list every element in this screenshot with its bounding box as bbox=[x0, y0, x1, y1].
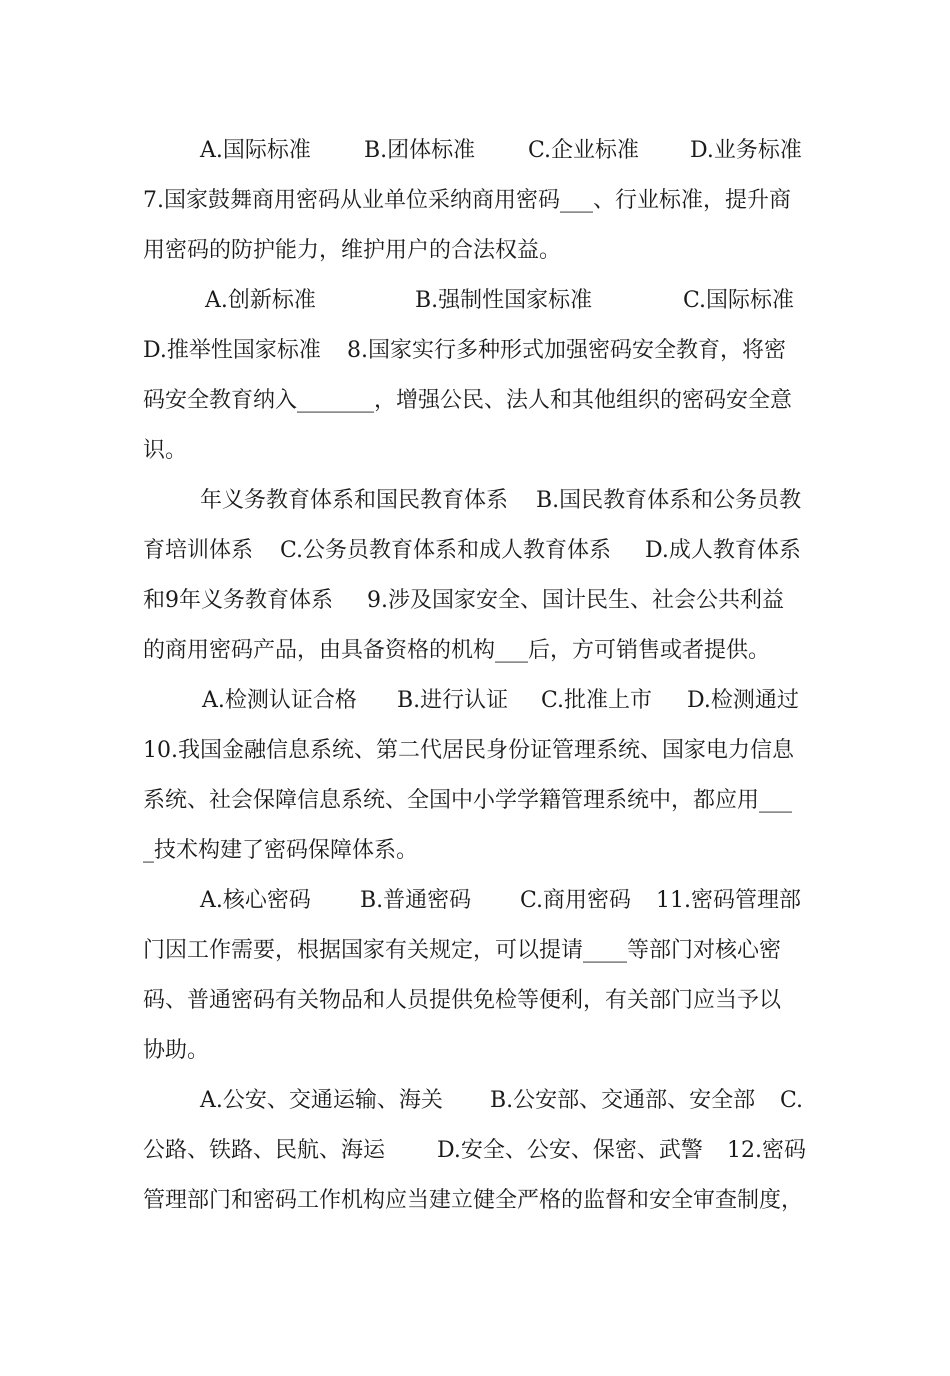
option-c: C.企业标准 bbox=[528, 138, 640, 163]
option-b: B.公安部、交通部、安全部 bbox=[490, 1088, 756, 1113]
question-text: 门因工作需要，根据国家有关规定，可以提请____等部门对核心密 bbox=[143, 938, 782, 963]
option-b: B.进行认证 bbox=[397, 688, 509, 713]
option-d: D.推举性国家标准 bbox=[143, 338, 321, 363]
question-text: 8.国家实行多种形式加强密码安全教育，将密 bbox=[347, 338, 786, 363]
question-text: 11.密码管理部 bbox=[656, 888, 801, 913]
option-c: C.商用密码 bbox=[520, 888, 632, 913]
option-d: D.业务标准 bbox=[690, 138, 802, 163]
question-text: 10.我国金融信息系统、第二代居民身份证管理系统、国家电力信息 bbox=[143, 738, 794, 763]
option-d: D.安全、公安、保密、武警 bbox=[437, 1138, 703, 1163]
question-text: _技术构建了密码保障体系。 bbox=[143, 838, 419, 863]
option-text: 和9年义务教育体系 bbox=[143, 588, 333, 613]
question-text: 用密码的防护能力，维护用户的合法权益。 bbox=[143, 238, 562, 263]
option-b: B.团体标准 bbox=[364, 138, 476, 163]
text-line bbox=[0, 576, 950, 626]
option-a: A.公安、交通运输、海关 bbox=[200, 1088, 443, 1113]
question-text: 12.密码 bbox=[727, 1138, 806, 1163]
text-line bbox=[0, 676, 950, 726]
option-a: A.核心密码 bbox=[200, 888, 311, 913]
option-b: B.普通密码 bbox=[360, 888, 472, 913]
text-line bbox=[0, 926, 950, 976]
question-text: 9.涉及国家安全、国计民生、社会公共利益 bbox=[367, 588, 784, 613]
option-c: C. bbox=[780, 1088, 804, 1113]
question-text: 管理部门和密码工作机构应当建立健全严格的监督和安全审查制度， bbox=[143, 1188, 804, 1213]
text-line bbox=[0, 376, 950, 426]
option-c: C.批准上市 bbox=[541, 688, 653, 713]
option-b: B.国民教育体系和公务员教 bbox=[536, 488, 802, 513]
text-line bbox=[0, 226, 950, 276]
question-text: 的商用密码产品，由具备资格的机构___后，方可销售或者提供。 bbox=[143, 638, 771, 663]
question-text: 7.国家鼓舞商用密码从业单位采纳商用密码___、行业标准，提升商 bbox=[143, 188, 791, 213]
question-text: 码安全教育纳入_______，增强公民、法人和其他组织的密码安全意 bbox=[143, 388, 793, 413]
option-text: 年义务教育体系和国民教育体系 bbox=[200, 488, 509, 513]
option-c: C.公务员教育体系和成人教育体系 bbox=[280, 538, 612, 563]
option-d: D.检测通过 bbox=[687, 688, 799, 713]
text-line bbox=[0, 476, 950, 526]
option-a: A.检测认证合格 bbox=[202, 688, 357, 713]
option-d: D.成人教育体系 bbox=[645, 538, 801, 563]
text-line bbox=[0, 1176, 950, 1226]
text-line bbox=[0, 526, 950, 576]
text-line bbox=[0, 276, 950, 326]
text-line bbox=[0, 176, 950, 226]
question-text: 码、普通密码有关物品和人员提供免检等便利，有关部门应当予以 bbox=[143, 988, 782, 1013]
option-a: A.创新标准 bbox=[205, 288, 316, 313]
option-text: 公路、铁路、民航、海运 bbox=[143, 1138, 386, 1163]
text-line bbox=[0, 426, 950, 476]
text-line bbox=[0, 726, 950, 776]
option-b: B.强制性国家标准 bbox=[415, 288, 593, 313]
text-line bbox=[0, 776, 950, 826]
text-line bbox=[0, 1126, 950, 1176]
question-text: 系统、社会保障信息系统、全国中小学学籍管理系统中，都应用___ bbox=[143, 788, 793, 813]
option-c: C.国际标准 bbox=[683, 288, 795, 313]
text-line bbox=[0, 976, 950, 1026]
text-line bbox=[0, 1076, 950, 1126]
option-a: A.国际标准 bbox=[200, 138, 311, 163]
text-line bbox=[0, 876, 950, 926]
option-text: 育培训体系 bbox=[143, 538, 254, 563]
text-line bbox=[0, 326, 950, 376]
text-line bbox=[0, 1026, 950, 1076]
text-line bbox=[0, 126, 950, 176]
question-text: 识。 bbox=[143, 438, 188, 463]
text-line bbox=[0, 826, 950, 876]
text-line bbox=[0, 626, 950, 676]
question-text: 协助。 bbox=[143, 1038, 210, 1063]
